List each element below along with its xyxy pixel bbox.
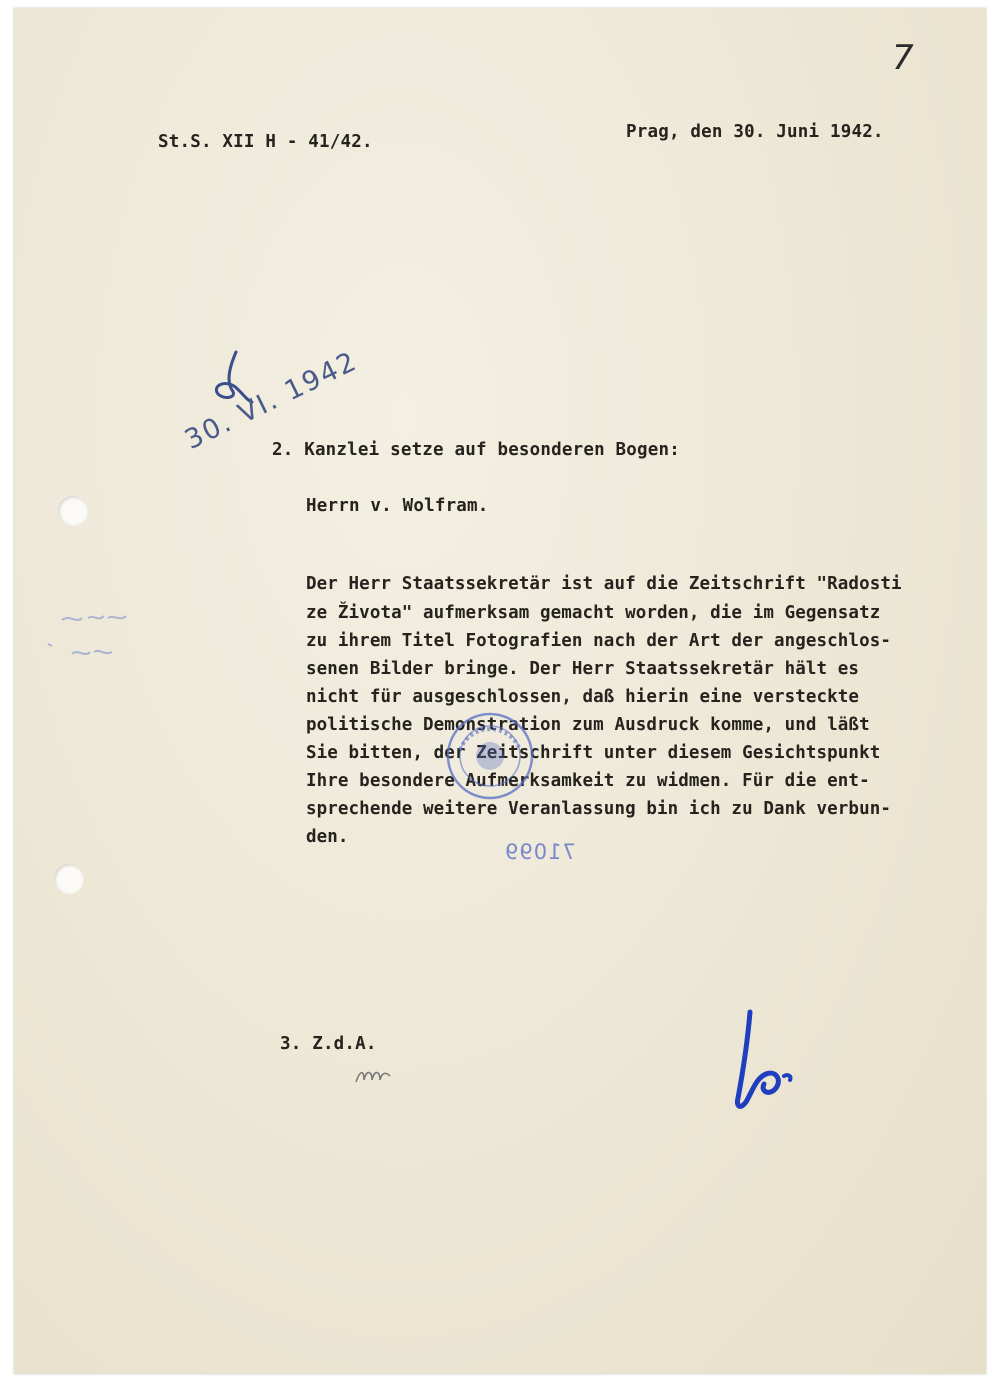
- page-number: 7: [892, 38, 914, 78]
- archive-number-stamp: 71099: [504, 840, 576, 864]
- document-page: [14, 8, 986, 1374]
- item-2-instruction: 2. Kanzlei setze auf besonderen Bogen:: [272, 440, 680, 460]
- punch-hole-top: [58, 496, 88, 526]
- letter-body: [306, 574, 986, 874]
- body-line: politische Demonstration zum Ausdruck komme, und läßt: [306, 715, 870, 735]
- signature: [726, 1006, 816, 1116]
- received-date-stamp: 30. VI. 1942: [180, 345, 363, 456]
- body-line: Der Herr Staatssekretär ist auf die Zeitschrift "Radosti: [306, 574, 902, 594]
- recipient-line: Herrn v. Wolfram.: [306, 496, 489, 516]
- pencil-initial-small: [354, 1062, 394, 1088]
- body-line: Ihre besondere Aufmerksamkeit zu widmen. Für die ent-: [306, 771, 870, 791]
- reference-number: St.S. XII H - 41/42.: [158, 132, 373, 152]
- body-line: ze Života" aufmerksam gemacht worden, die im Gegensatz: [306, 603, 881, 623]
- item-3-to-files: 3. Z.d.A.: [280, 1034, 377, 1054]
- archive-seal-stamp: [444, 710, 536, 802]
- place-date: Prag, den 30. Juni 1942.: [626, 122, 884, 142]
- body-line: zu ihrem Titel Fotografien nach der Art der angeschlos-: [306, 631, 891, 651]
- punch-hole-bottom: [54, 864, 84, 894]
- body-line: sprechende weitere Veranlassung bin ich zu Dank verbun-: [306, 799, 891, 819]
- body-line: nicht für ausgeschlossen, daß hierin eine versteckte: [306, 687, 860, 707]
- body-line: Sie bitten, der Zeitschrift unter diesem Gesichtspunkt: [306, 743, 881, 763]
- margin-pencil-scribble: [42, 606, 142, 686]
- body-line: senen Bilder bringe. Der Herr Staatssekretär hält es: [306, 659, 860, 679]
- body-line: den.: [306, 827, 349, 847]
